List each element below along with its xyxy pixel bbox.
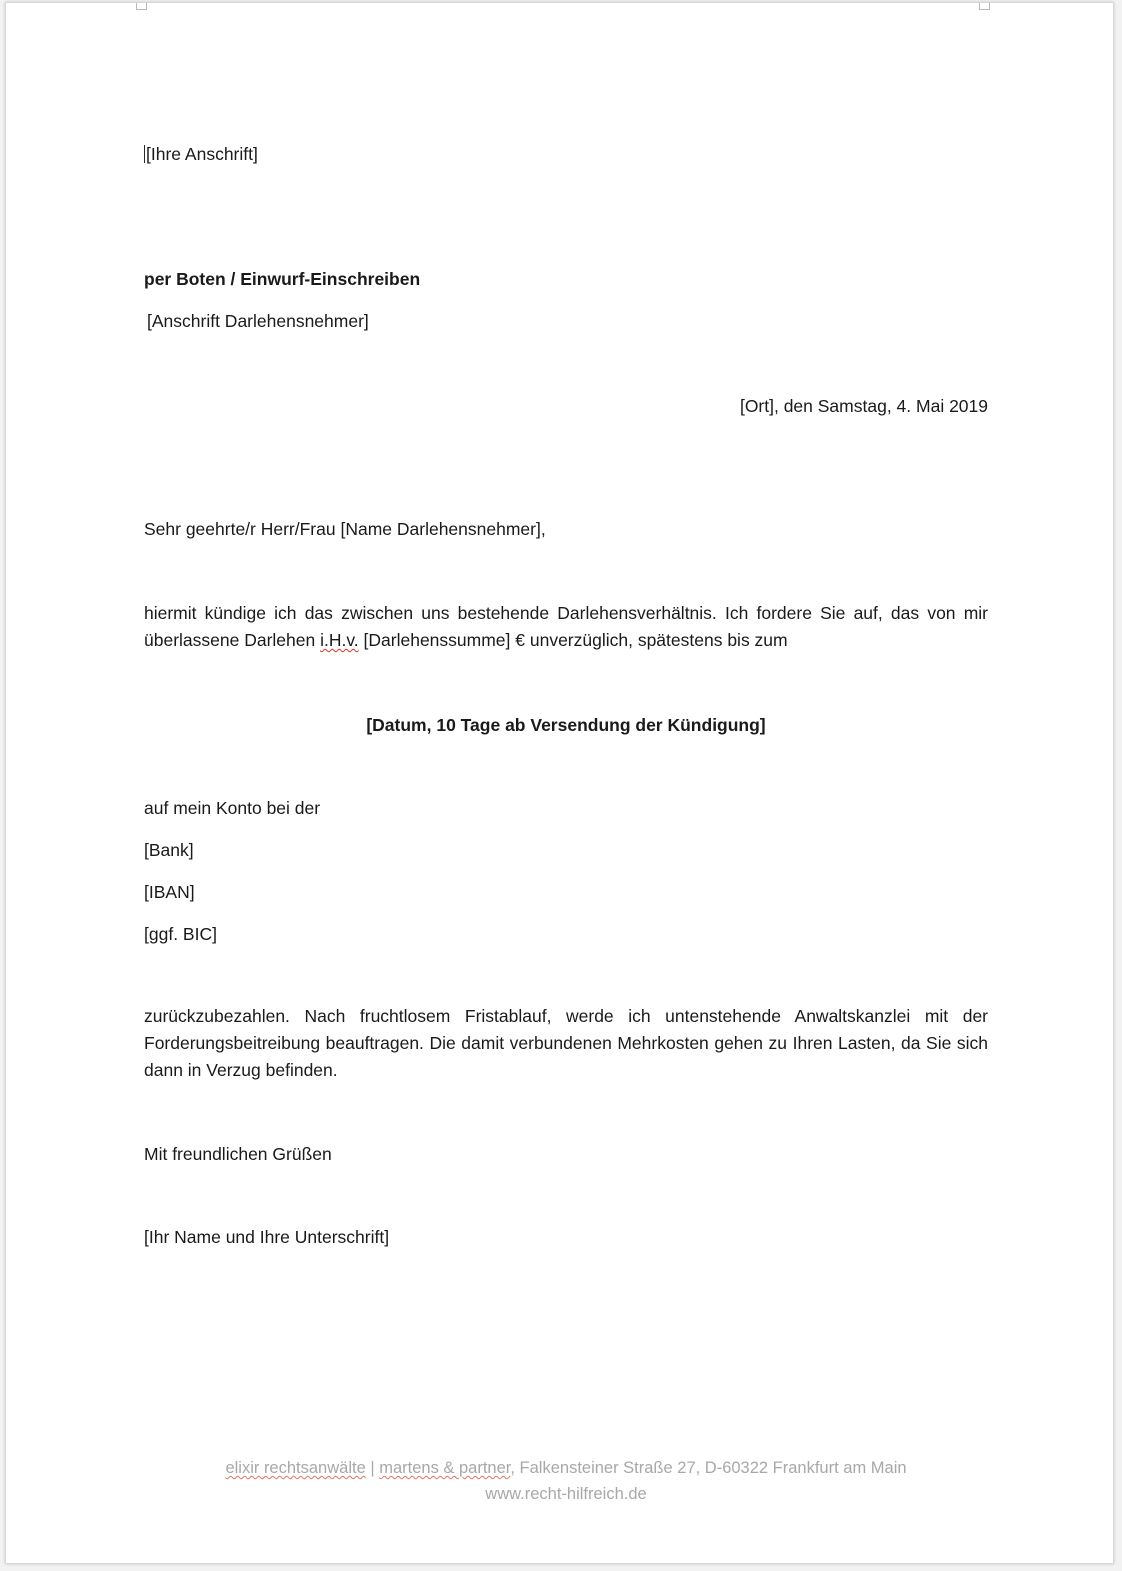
account-intro-text: auf mein Konto bei der: [144, 798, 321, 818]
bank-text: [Bank]: [144, 840, 194, 860]
salutation-text: Sehr geehrte/r Herr/Frau [Name Darlehensnehmer],: [144, 519, 546, 539]
footer-firm-part-2: martens & partner: [379, 1459, 511, 1477]
deadline-heading-text: [Datum, 10 Tage ab Versendung der Kündigung]: [366, 715, 766, 735]
footer-firm-part-1: elixir rechtsanwälte: [225, 1459, 366, 1477]
text-caret: [144, 145, 145, 163]
deadline-heading[interactable]: [144, 712, 988, 739]
paragraph-one[interactable]: [144, 600, 988, 654]
delivery-note-text: per Boten / Einwurf-Einschreiben: [144, 269, 421, 289]
delivery-note-line[interactable]: [144, 266, 988, 293]
place-date-text: [Ort], den Samstag, 4. Mai 2019: [739, 396, 988, 416]
closing-line[interactable]: [144, 1141, 988, 1168]
paragraph-one-text-a: hiermit kündige ich das zwischen uns bestehende Darlehensverhältnis. Ich fordere Sie auf, das von mir überlassene Darlehen: [144, 603, 988, 651]
footer-address: , Falkensteiner Straße 27, D-60322 Frankfurt am Main: [510, 1459, 907, 1477]
signature-text: [Ihr Name und Ihre Unterschrift]: [144, 1227, 390, 1247]
bank-line[interactable]: [144, 837, 988, 864]
document-page[interactable]: [5, 2, 1114, 1564]
footer-separator: |: [365, 1459, 380, 1477]
recipient-address-text: [Anschrift Darlehensnehmer]: [147, 311, 369, 331]
footer-website[interactable]: www.recht-hilfreich.de: [485, 1485, 647, 1504]
salutation-line[interactable]: [144, 516, 988, 543]
paragraph-one-text-b: [Darlehenssumme] € unverzüglich, spätestens bis zum: [358, 630, 788, 651]
document-footer[interactable]: [144, 1455, 988, 1508]
paragraph-two-text: zurückzubezahlen. Nach fruchtlosem Fristablauf, werde ich untenstehende Anwaltskanzlei mit der Forderungsbeitreibung beauftragen. Die damit verbundenen Mehrkosten gehen zu Ihren Lasten, da Sie sich dann in Verzug befinden.: [144, 1006, 988, 1081]
left-margin-marker[interactable]: [136, 3, 147, 10]
account-intro-line[interactable]: [144, 795, 988, 822]
spellcheck-word-ihv[interactable]: i.H.v.: [320, 630, 359, 651]
signature-line[interactable]: [144, 1224, 988, 1251]
bic-text: [ggf. BIC]: [144, 924, 217, 944]
right-margin-marker[interactable]: [979, 3, 990, 10]
footer-firm-line: [144, 1455, 988, 1481]
place-date-line[interactable]: [144, 393, 988, 420]
closing-text: Mit freundlichen Grüßen: [144, 1144, 332, 1164]
iban-text: [IBAN]: [144, 882, 195, 902]
sender-address-text: [Ihre Anschrift]: [146, 144, 258, 164]
iban-line[interactable]: [144, 879, 988, 906]
paragraph-two[interactable]: [144, 1003, 988, 1084]
sender-address-line[interactable]: [144, 141, 988, 168]
recipient-address-line[interactable]: [147, 308, 991, 335]
bic-line[interactable]: [144, 921, 988, 948]
